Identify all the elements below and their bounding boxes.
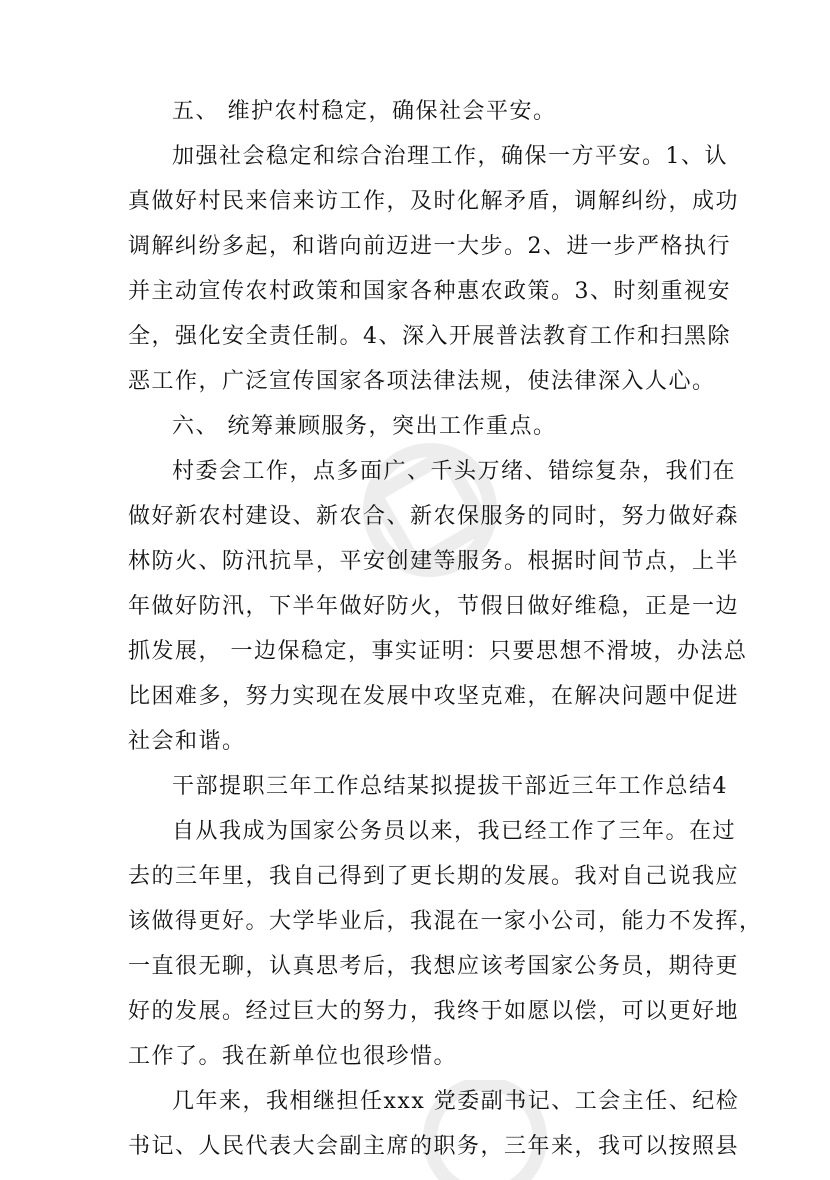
paragraph-line: 年做好防汛，下半年做好防火，节假日做好维稳，正是一边 [128, 594, 740, 619]
paragraph-line: 一直很无聊，认真思考后，我想应该考国家公务员，期待更 [128, 954, 740, 979]
paragraph-line: 好的发展。经过巨大的努力，我终于如愿以偿，可以更好地 [128, 999, 740, 1024]
paragraph-line: 加强社会稳定和综合治理工作，确保一方平安。1、认 [172, 144, 728, 169]
paragraph-line: 该做得更好。大学毕业后，我混在一家小公司，能力不发挥， [128, 909, 763, 934]
heading-section-five: 五、 维护农村稳定，确保社会平安。 [172, 99, 557, 124]
paragraph-line: 几年来，我相继担任xxx 党委副书记、工会主任、纪检 [172, 1089, 740, 1114]
paragraph-line: 比困难多，努力实现在发展中攻坚克难，在解决问题中促进 [128, 684, 740, 709]
paragraph-line: 抓发展， 一边保稳定，事实证明：只要思想不滑坡，办法总 [128, 639, 748, 664]
paragraph-line: 社会和谐。 [128, 729, 246, 754]
paragraph-line: 做好新农村建设、新农合、新农保服务的同时，努力做好森 [128, 504, 740, 529]
paragraph-line: 自从我成为国家公务员以来，我已经工作了三年。在过 [172, 819, 737, 844]
paragraph-line: 林防火、防汛抗旱，平安创建等服务。根据时间节点，上半 [128, 549, 740, 574]
paragraph-line: 村委会工作，点多面广、千头万绪、错综复杂，我们在 [172, 459, 737, 484]
paragraph-line: 并主动宣传农村政策和国家各种惠农政策。3、时刻重视安 [128, 279, 731, 304]
paragraph-line: 工作了。我在新单位也很珍惜。 [128, 1044, 458, 1069]
paragraph-line: 去的三年里，我自己得到了更长期的发展。我对自己说我应 [128, 864, 740, 889]
paragraph-line: 调解纠纷多起，和谐向前迈进一大步。2、进一步严格执行 [128, 234, 731, 259]
paragraph-line: 全，强化安全责任制。4、深入开展普法教育工作和扫黑除 [128, 324, 731, 349]
paragraph-line: 真做好村民来信来访工作，及时化解矛盾，调解纠纷，成功 [128, 189, 740, 214]
heading-section-six: 六、 统筹兼顾服务，突出工作重点。 [172, 414, 557, 439]
paragraph-line: 书记、人民代表大会副主席的职务，三年来，我可以按照县 [128, 1134, 740, 1159]
article-title: 干部提职三年工作总结某拟提拔干部近三年工作总结4 [172, 774, 728, 799]
paragraph-line: 恶工作，广泛宣传国家各项法律法规，使法律深入人心。 [128, 369, 716, 394]
